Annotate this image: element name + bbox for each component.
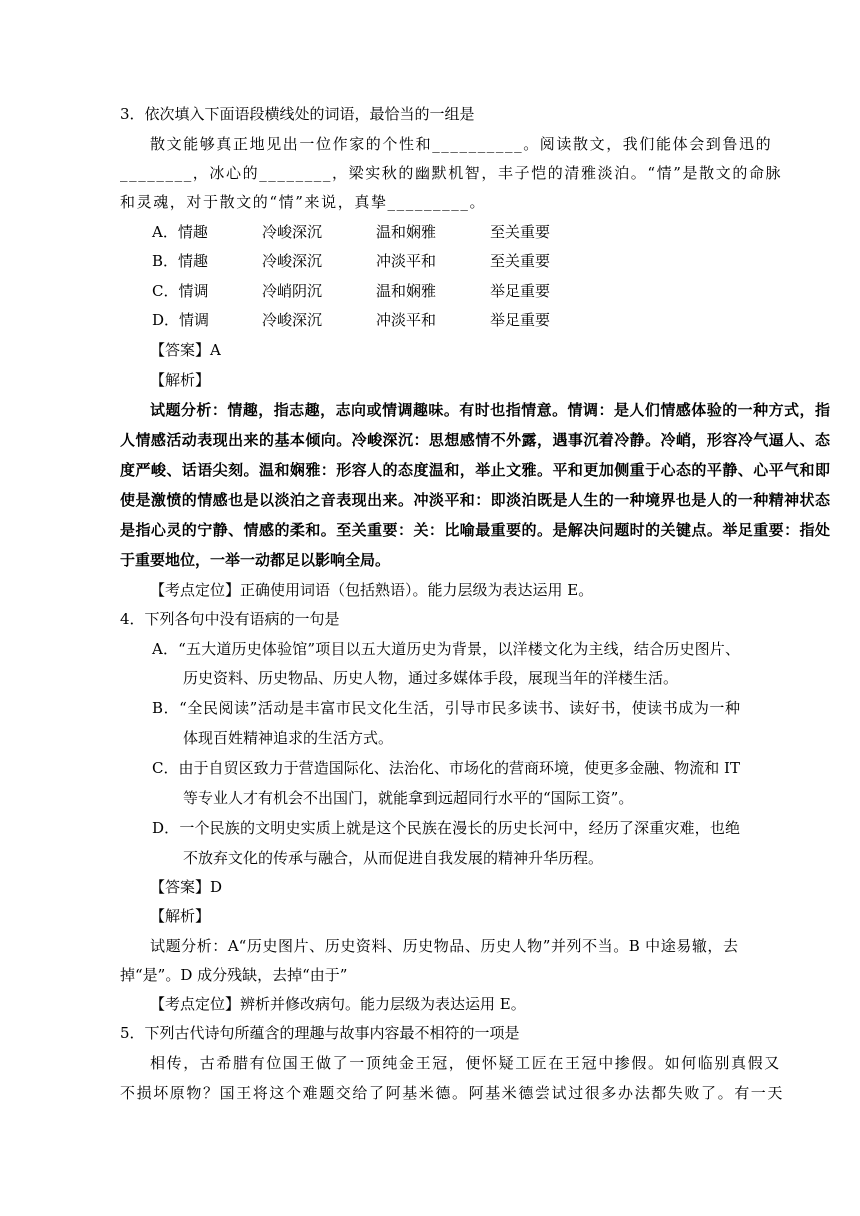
q4-analysis-line-2: 掉“是”。D 成分残缺，去掉“由于” (120, 966, 348, 984)
q4-option-d-line-2: 不放弃文化的传承与融合，从而促进自我发展的精神升华历程。 (183, 849, 604, 867)
option-word-3: 温和娴雅 (376, 282, 437, 300)
q3-analysis-heading: 【解析】 (150, 371, 211, 389)
q4-option-b-line-1: B．“全民阅读”活动是丰富市民文化生活，引导市民多读书、读好书，使读书成为一种 (152, 699, 740, 717)
q3-option-b (152, 251, 572, 273)
q3-analysis-line-4: 使是激愤的情感也是以淡泊之音表现出来。冲淡平和：即淡泊既是人生的一种境界也是人的一种精神状态 (120, 491, 830, 509)
q3-analysis-line-1: 试题分析：情趣，指志趣，志向或情调趣味。有时也指情意。情调：是人们情感体验的一种方式，指 (150, 401, 830, 419)
option-word-4: 举足重要 (490, 311, 551, 329)
q3-passage-line-1: 散文能够真正地见出一位作家的个性和__________。阅读散文，我们能体会到鲁迅的 (150, 135, 773, 153)
q4-kaodian: 【考点定位】辨析并修改病句。能力层级为表达运用 E。 (150, 995, 526, 1013)
q4-answer: 【答案】D (150, 878, 223, 896)
q4-option-c-line-2: 等专业人才有机会不出国门，就能拿到远超同行水平的“国际工资”。 (183, 789, 634, 807)
q3-analysis-line-5: 是指心灵的宁静、情感的柔和。至关重要：关：比喻最重要的。是解决问题时的关键点。举足重要：指处 (120, 521, 830, 539)
option-label: C．情调 (152, 282, 209, 300)
option-word-4: 至关重要 (490, 223, 551, 241)
q3-passage-line-2: ________，冰心的________，梁实秋的幽默机智，丰子恺的清雅淡泊。“情”是散文的命脉 (120, 164, 783, 182)
q3-answer: 【答案】A (150, 341, 221, 359)
q3-kaodian: 【考点定位】正确使用词语（包括熟语）。能力层级为表达运用 E。 (150, 581, 594, 599)
option-label: A．情趣 (152, 223, 208, 241)
option-word-2: 冷峻深沉 (262, 311, 323, 329)
option-word-3: 冲淡平和 (376, 311, 437, 329)
q4-analysis-line-1: 试题分析：A“历史图片、历史资料、历史物品、历史人物”并列不当。B 中途易辙，去 (150, 937, 738, 955)
q3-option-c (152, 281, 572, 303)
option-word-4: 至关重要 (490, 252, 551, 270)
option-word-3: 冲淡平和 (376, 252, 437, 270)
q3-option-a (152, 222, 572, 244)
q4-option-a-line-1: A．“五大道历史体验馆”项目以五大道历史为背景，以洋楼文化为主线，结合历史图片、 (152, 640, 740, 658)
q4-option-c-line-1: C．由于自贸区致力于营造国际化、法治化、市场化的营商环境，使更多金融、物流和 IT (152, 759, 740, 777)
option-word-3: 温和娴雅 (376, 223, 437, 241)
q4-option-b-line-2: 体现百姓精神追求的生活方式。 (183, 729, 394, 747)
q3-title: 3．依次填入下面语段横线处的词语，最恰当的一组是 (120, 105, 475, 123)
option-label: B．情趣 (152, 252, 209, 270)
q3-analysis-line-2: 人情感活动表现出来的基本倾向。冷峻深沉：思想感情不外露，遇事沉着冷静。冷峭，形容冷气逼人、态 (120, 431, 830, 449)
q5-passage-line-1: 相传，古希腊有位国王做了一顶纯金王冠，便怀疑工匠在王冠中掺假。如何临别真假又 (150, 1054, 781, 1072)
q3-analysis-line-6: 于重要地位，一举一动都足以影响全局。 (120, 551, 391, 569)
q3-passage-line-3: 和灵魂，对于散文的“情”来说，真挚_________。 (120, 193, 487, 211)
q4-analysis-heading: 【解析】 (150, 907, 211, 925)
q4-option-d-line-1: D．一个民族的文明史实质上就是这个民族在漫长的历史长河中，经历了深重灾难，也绝 (152, 819, 740, 837)
option-label: D．情调 (152, 311, 210, 329)
q5-passage-line-2: 不损坏原物？国王将这个难题交给了阿基米德。阿基米德尝试过很多办法都失败了。有一天 (120, 1084, 785, 1102)
q4-title: 4．下列各句中没有语病的一句是 (120, 610, 340, 628)
q3-analysis-line-3: 度严峻、话语尖刻。温和娴雅：形容人的态度温和，举止文雅。平和更加侧重于心态的平静、心平气和即 (120, 461, 830, 479)
option-word-2: 冷峻深沉 (262, 223, 323, 241)
option-word-2: 冷峭阴沉 (262, 282, 323, 300)
q5-title: 5．下列古代诗句所蕴含的理趣与故事内容最不相符的一项是 (120, 1024, 520, 1042)
q3-option-d (152, 310, 572, 332)
option-word-2: 冷峻深沉 (262, 252, 323, 270)
option-word-4: 举足重要 (490, 282, 551, 300)
q4-option-a-line-2: 历史资料、历史物品、历史人物，通过多媒体手段，展现当年的洋楼生活。 (183, 669, 679, 687)
